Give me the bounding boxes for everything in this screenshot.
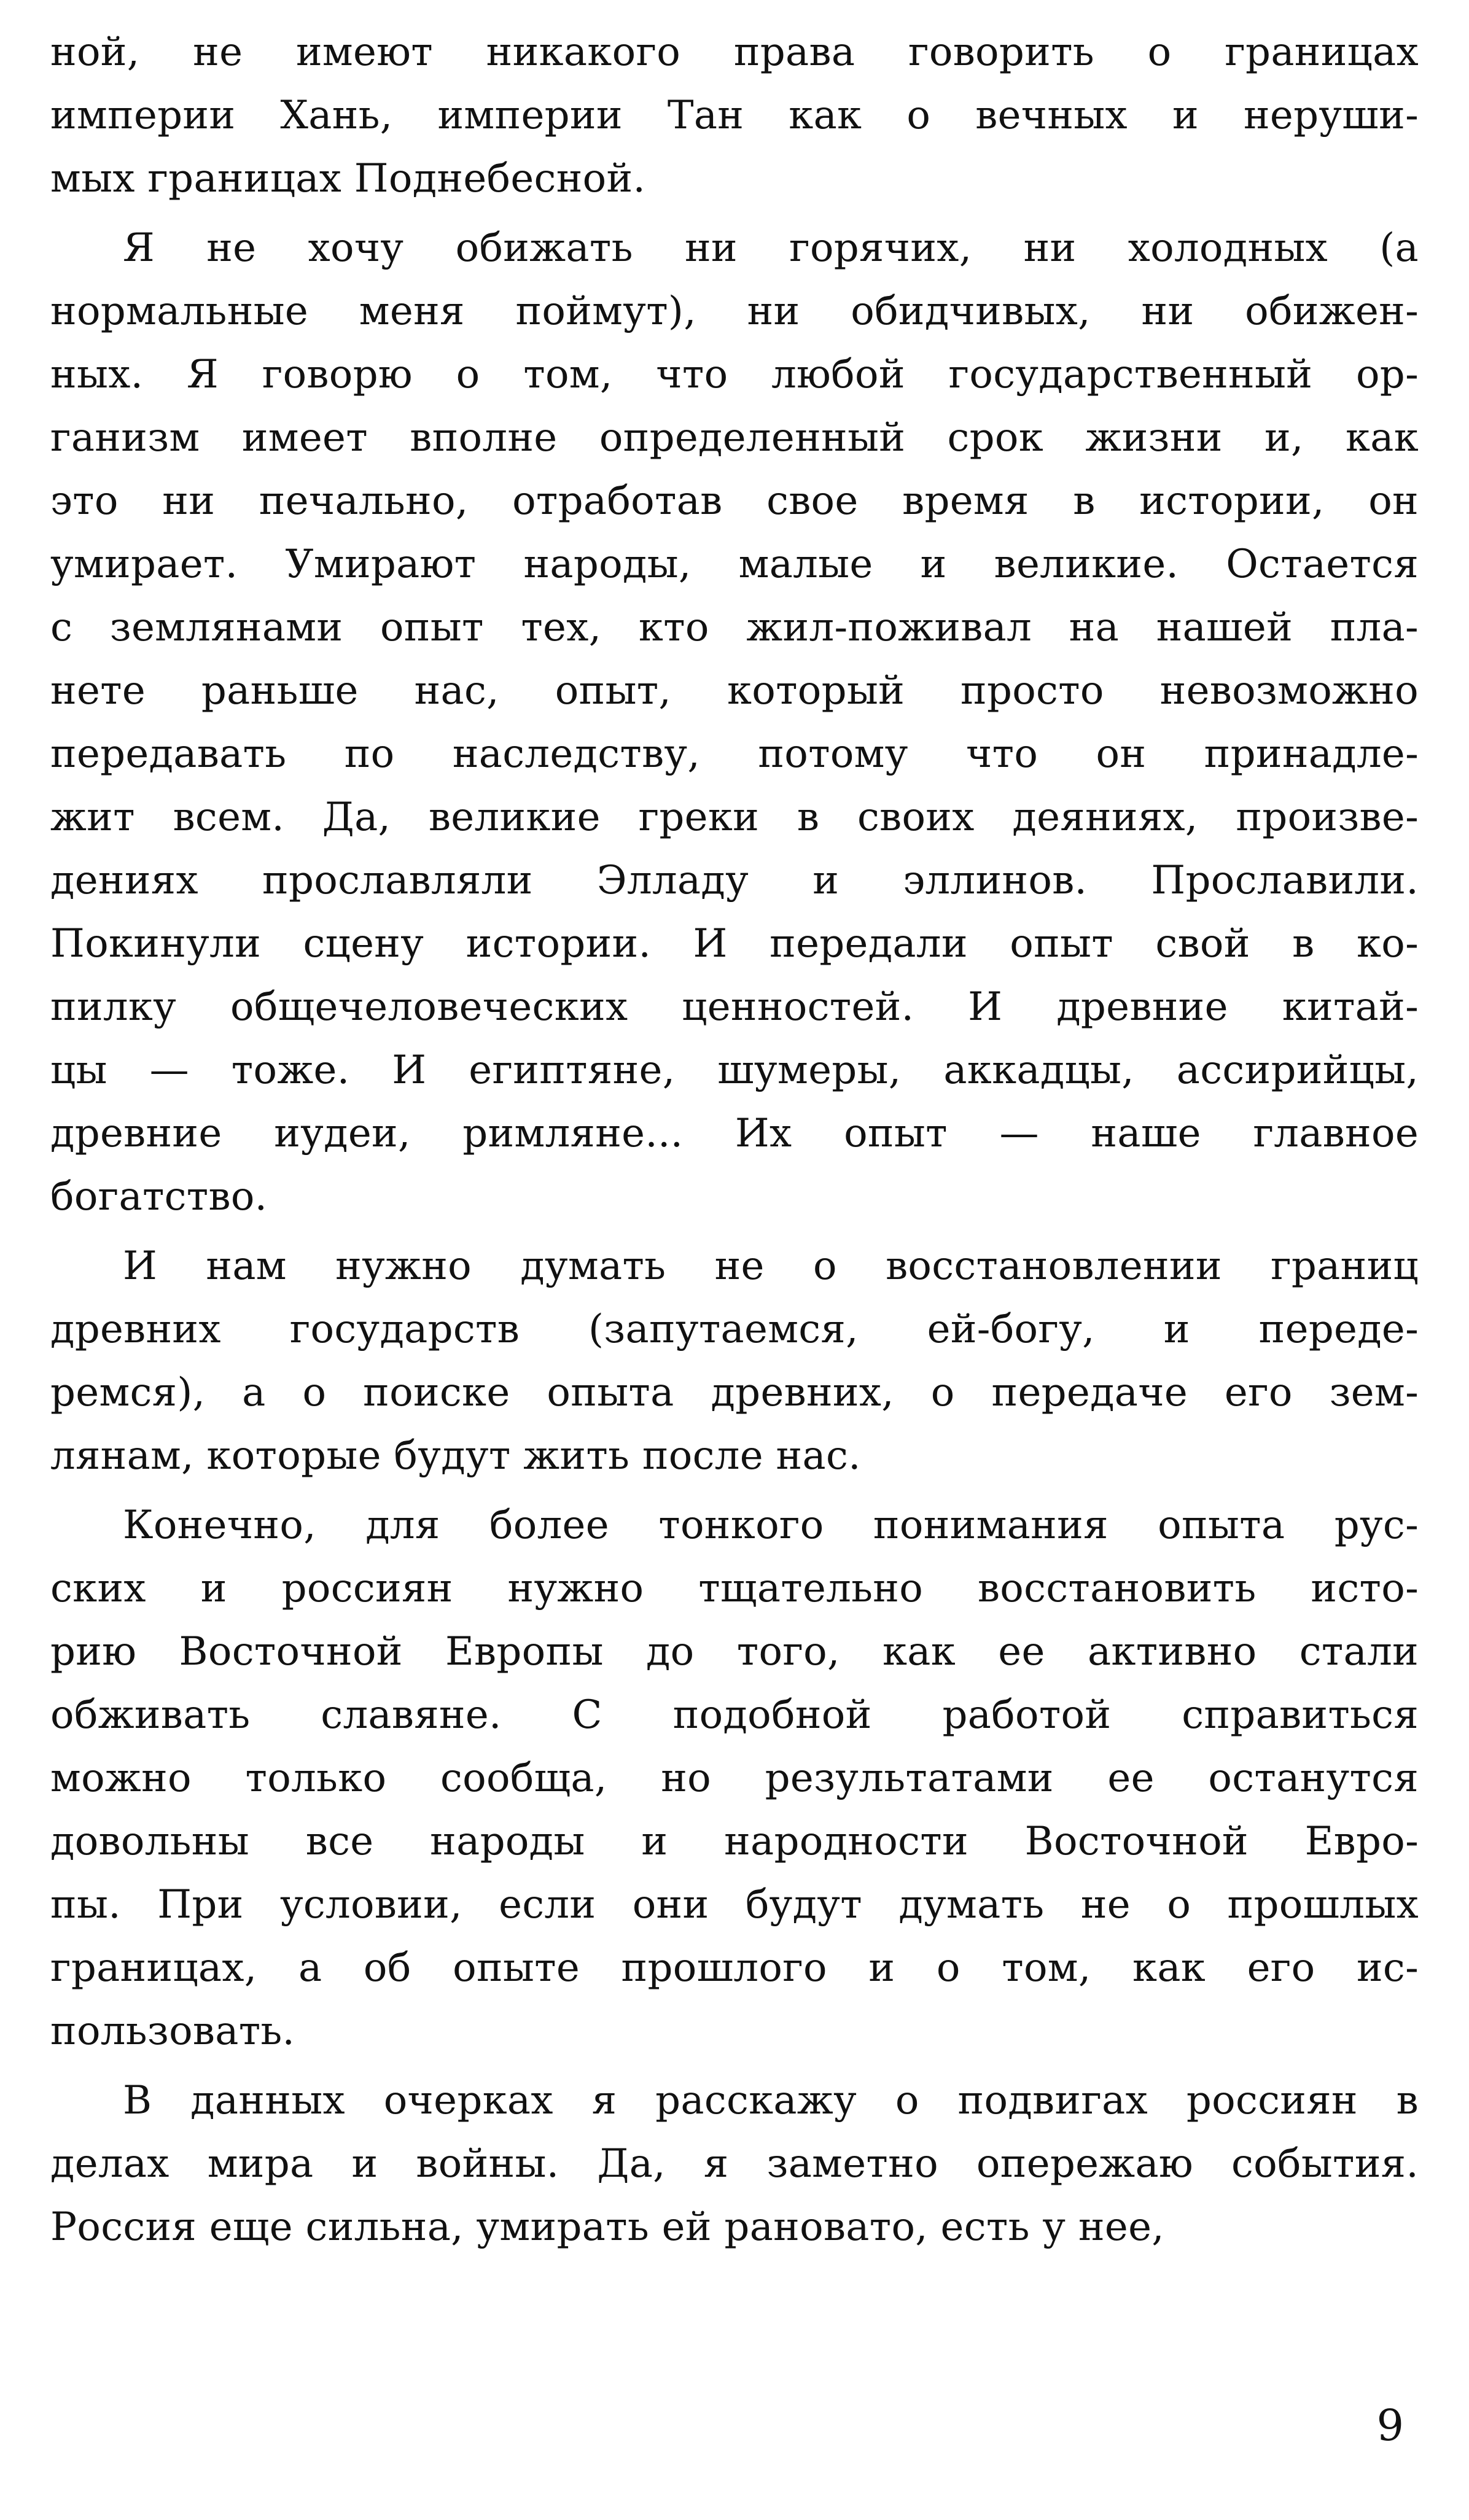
paragraph <box>50 217 1419 1229</box>
text-line: пилку общечеловеческих ценностей. И древние китай- <box>50 984 1419 1030</box>
text-line: пы. При условии, если они будут думать не о прошлых <box>50 1882 1419 1927</box>
text-line: ганизм имеет вполне определенный срок жизни и, как <box>50 415 1419 461</box>
text-line: мых границах Поднебесной. <box>50 156 646 201</box>
text-line: древние иудеи, римляне... Их опыт — наше главное <box>50 1111 1419 1156</box>
text-line: Покинули сцену истории. И передали опыт свой в ко- <box>50 921 1419 966</box>
paragraph <box>50 2069 1419 2259</box>
text-line: лянам, которые будут жить после нас. <box>50 1433 861 1479</box>
paragraph <box>50 1235 1419 1488</box>
text-line: нормальные меня поймут), ни обидчивых, ни обижен- <box>50 289 1419 334</box>
text-line: ских и россиян нужно тщательно восстановить исто- <box>50 1566 1419 1611</box>
text-line: богатство. <box>50 1174 268 1219</box>
text-line: делах мира и войны. Да, я заметно опережаю события. <box>50 2141 1419 2187</box>
text-line: И нам нужно думать не о восстановлении границ <box>123 1243 1419 1289</box>
text-line: цы — тоже. И египтяне, шумеры, аккадцы, ассирийцы, <box>50 1048 1419 1093</box>
text-line: пользовать. <box>50 2009 295 2054</box>
text-line: Россия еще сильна, умирать ей рановато, есть у нее, <box>50 2204 1164 2250</box>
book-page <box>50 21 1419 2502</box>
text-line: границах, а об опыте прошлого и о том, как его ис- <box>50 1945 1419 1991</box>
text-line: обживать славяне. С подобной работой справиться <box>50 1692 1419 1738</box>
page-number: 9 <box>1376 2400 1404 2451</box>
text-line: ремся), а о поиске опыта древних, о передаче его зем- <box>50 1370 1419 1415</box>
text-line: умирает. Умирают народы, малые и великие. Остается <box>50 542 1419 587</box>
text-line: В данных очерках я расскажу о подвигах россиян в <box>123 2078 1419 2123</box>
text-line: древних государств (запутаемся, ей-богу, и переде- <box>50 1307 1419 1352</box>
text-line: ной, не имеют никакого права говорить о границах <box>50 29 1419 75</box>
text-line: с землянами опыт тех, кто жил-поживал на нашей пла- <box>50 605 1419 650</box>
text-line: империи Хань, империи Тан как о вечных и неруши- <box>50 93 1419 138</box>
text-line: Я не хочу обижать ни горячих, ни холодных (а <box>123 225 1419 271</box>
text-line: дениях прославляли Элладу и эллинов. Прославили. <box>50 858 1419 903</box>
text-line: ных. Я говорю о том, что любой государственный ор- <box>50 352 1419 397</box>
text-line: нете раньше нас, опыт, который просто невозможно <box>50 668 1419 714</box>
paragraph <box>50 1494 1419 2063</box>
text-line: довольны все народы и народности Восточной Евро- <box>50 1819 1419 1864</box>
text-line: передавать по наследству, потому что он принадле- <box>50 731 1419 777</box>
text-line: можно только сообща, но результатами ее останутся <box>50 1756 1419 1801</box>
text-line: жит всем. Да, великие греки в своих деяниях, произве- <box>50 795 1419 840</box>
paragraph <box>50 21 1419 211</box>
text-line: рию Восточной Европы до того, как ее активно стали <box>50 1629 1419 1674</box>
text-line: Конечно, для более тонкого понимания опыта рус- <box>123 1503 1419 1548</box>
text-line: это ни печально, отработав свое время в истории, он <box>50 478 1419 524</box>
text-body <box>50 21 1419 2259</box>
